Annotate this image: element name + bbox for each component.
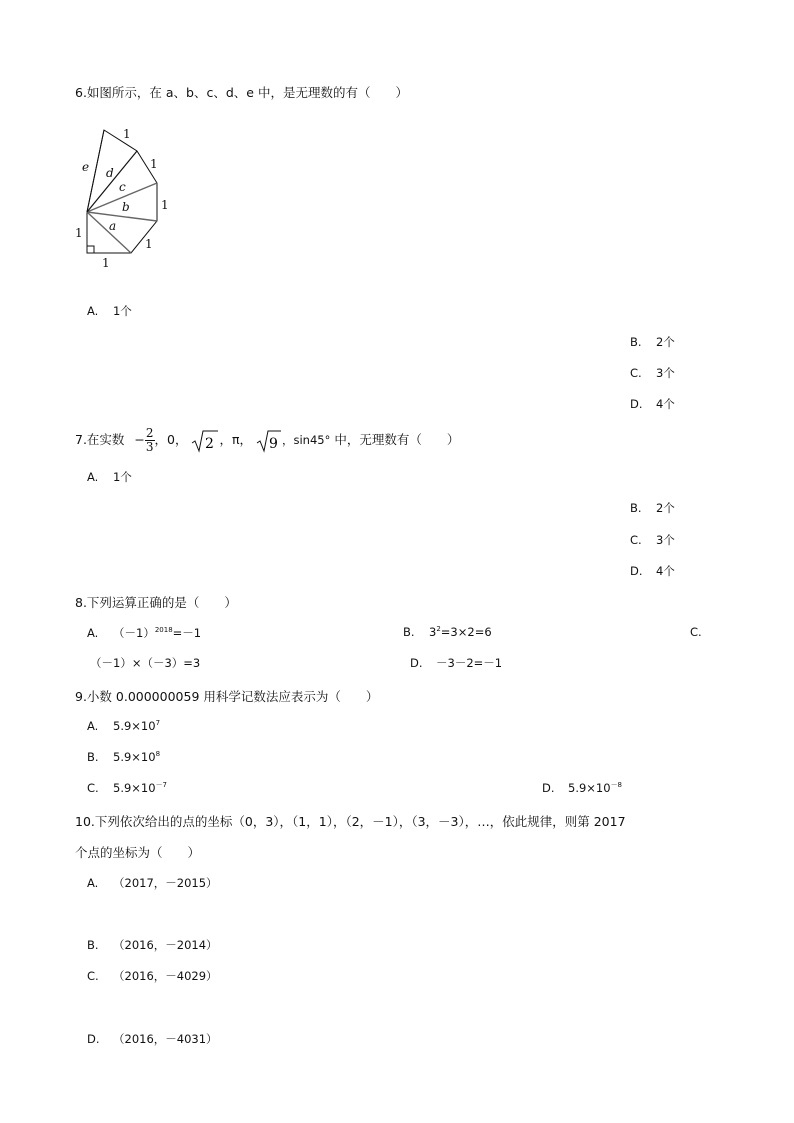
q6-figure [70,120,180,270]
q10-option-c[interactable]: C. （2016，－4029） [87,969,218,983]
q6-option-a[interactable]: A. 1个 [87,304,132,318]
q6-option-d[interactable]: D. 4个 [630,397,675,411]
q9-stem: 9.小数 0.000000059 用科学记数法应表示为（ ） [75,689,379,704]
label-b: b [122,200,130,214]
label-d: d [106,166,114,180]
sqrt-nine [256,426,282,456]
q8-option-b[interactable]: B. $3^2=3\times 2=6$ [403,625,492,639]
label-one-right: 1 [161,198,169,212]
label-c: c [119,180,126,194]
q8-option-c-letter[interactable]: C. [690,625,702,639]
q9-option-b[interactable]: B. $5.9\times 10^8$ [87,750,161,764]
q10-option-b[interactable]: B. （2016，－2014） [87,938,218,952]
label-one-upper-right: 1 [150,157,158,171]
q6-option-c[interactable]: C. 3个 [630,366,675,380]
label-a: a [109,219,117,233]
q7-option-d[interactable]: D. 4个 [630,564,675,578]
q10-stem-line2: 个点的坐标为（ ） [75,845,201,860]
q8-option-a[interactable]: A. $(-1)^{2018}=-1$ [87,626,202,640]
q7-option-a[interactable]: A. 1个 [87,470,132,484]
label-one-lower-right: 1 [145,237,153,251]
svg-text:2: 2 [205,436,215,452]
q10-stem-line1: 10.下列依次给出的点的坐标（0，3），（1，1），（2，－1），（3，－3），…，依此规律，则第 2017 [75,814,626,829]
q8-option-d[interactable]: D. －3－2=－1 [410,656,503,670]
label-one-top: 1 [123,127,131,141]
q9-option-c[interactable]: C. $5.9\times 10^{-7}$ [87,781,168,795]
q9-option-a[interactable]: A. $5.9\times 10^7$ [87,719,161,733]
q6-stem: 6.如图所示，在 a、b、c、d、e 中，是无理数的有（ ） [75,85,408,100]
sqrt-two [191,426,219,456]
label-one-bottom: 1 [102,256,110,270]
label-e: e [82,160,90,174]
q7-option-c[interactable]: C. 3个 [630,533,675,547]
q10-option-d[interactable]: D. （2016，－4031） [87,1032,218,1046]
q8-stem: 8.下列运算正确的是（ ） [75,595,237,610]
q7-option-b[interactable]: B. 2个 [630,501,675,515]
q8-option-c-text[interactable]: （－1）×（－3）=3 [90,656,201,670]
fraction-two-thirds: $\frac{2}{3}$ [145,426,154,454]
q10-option-a[interactable]: A. （2017，－2015） [87,876,218,890]
q7-stem: 7.在实数 − $\frac{2}{3}$ ，0， 2 ，π， 9 ，sin45° 中，无理数有（ ） [75,426,460,454]
q9-option-d[interactable]: D. $5.9\times 10^{-8}$ [542,781,623,795]
svg-text:9: 9 [269,436,278,452]
label-one-left: 1 [75,226,83,240]
q6-option-b[interactable]: B. 2个 [630,335,675,349]
